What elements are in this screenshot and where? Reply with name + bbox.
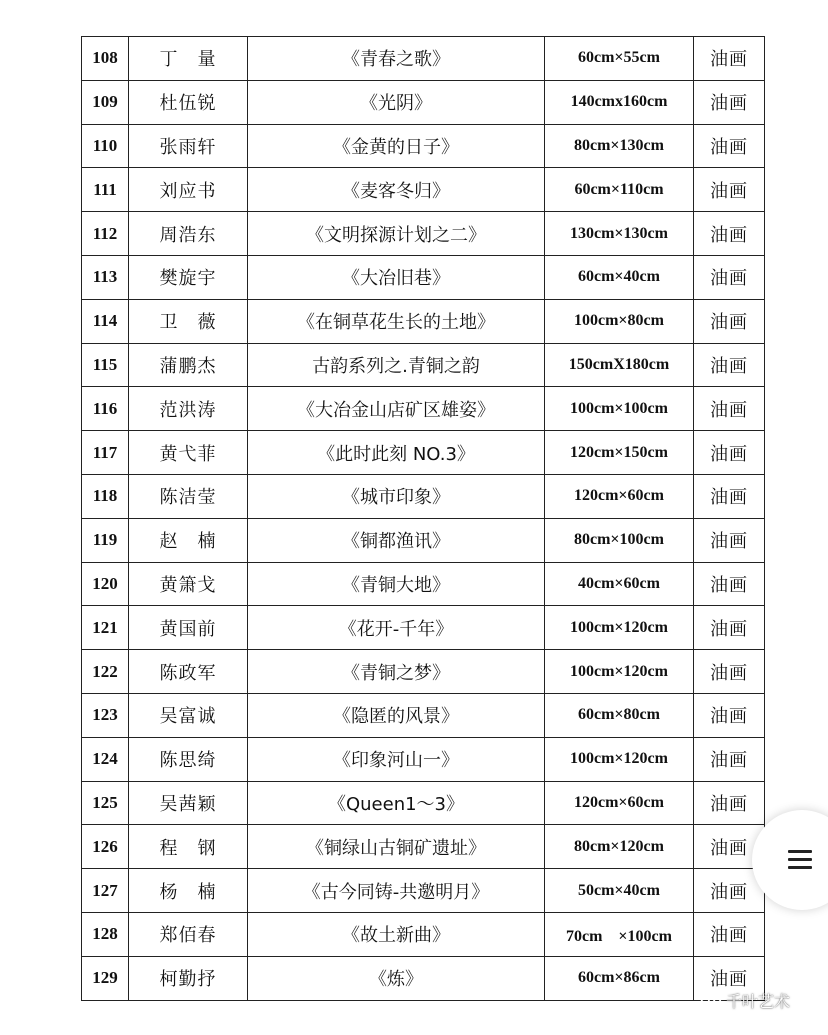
artwork-size: 100cm×80cm [545,299,694,343]
artwork-title: 《故土新曲》 [248,912,545,956]
artwork-title: 《青铜之梦》 [248,650,545,694]
artwork-title: 《大冶旧巷》 [248,255,545,299]
row-number: 114 [82,299,129,343]
artist-name: 陈洁莹 [129,474,248,518]
table-row [82,781,765,825]
row-number: 118 [82,474,129,518]
artist-name: 陈思绮 [129,737,248,781]
artwork-title: 《城市印象》 [248,474,545,518]
table-row [82,168,765,212]
table-row [82,606,765,650]
artwork-size: 120cm×60cm [545,474,694,518]
artwork-medium: 油画 [694,387,765,431]
artwork-title: 《大冶金山店矿区雄姿》 [248,387,545,431]
artwork-title: 《光阴》 [248,80,545,124]
artwork-title: 《Queen1～3》 [248,781,545,825]
artist-name: 蒲鹏杰 [129,343,248,387]
row-number: 115 [82,343,129,387]
artwork-size: 40cm×60cm [545,562,694,606]
artwork-size: 140cmx160cm [545,80,694,124]
row-number: 128 [82,912,129,956]
wechat-icon [700,991,722,1009]
artwork-medium: 油画 [694,212,765,256]
artwork-title: 《印象河山一》 [248,737,545,781]
row-number: 121 [82,606,129,650]
artwork-table [81,36,765,1001]
row-number: 108 [82,37,129,81]
row-number: 110 [82,124,129,168]
artwork-size: 150cmX180cm [545,343,694,387]
artwork-medium: 油画 [694,431,765,475]
artist-name: 赵 楠 [129,518,248,562]
table-row [82,737,765,781]
artwork-title: 《此时此刻 NO.3》 [248,431,545,475]
artist-name: 黄箫戈 [129,562,248,606]
artwork-medium: 油画 [694,912,765,956]
watermark-text: 千叶艺术 [726,991,791,1011]
artwork-medium: 油画 [694,869,765,913]
row-number: 123 [82,693,129,737]
artwork-medium: 油画 [694,518,765,562]
artwork-size: 60cm×40cm [545,255,694,299]
table-row [82,343,765,387]
artwork-medium: 油画 [694,825,765,869]
artist-name: 范洪涛 [129,387,248,431]
artwork-size: 100cm×120cm [545,737,694,781]
table-row [82,650,765,694]
artist-name: 黄弋菲 [129,431,248,475]
table-row [82,299,765,343]
row-number: 119 [82,518,129,562]
table-row [82,212,765,256]
row-number: 116 [82,387,129,431]
artwork-size: 130cm×130cm [545,212,694,256]
artist-name: 吴茜颖 [129,781,248,825]
artwork-size: 60cm×80cm [545,693,694,737]
artwork-title: 《青春之歌》 [248,37,545,81]
table-row [82,387,765,431]
table-row [82,956,765,1000]
artwork-title: 《隐匿的风景》 [248,693,545,737]
table-row [82,693,765,737]
artwork-title: 《金黄的日子》 [248,124,545,168]
artist-name: 柯勤抒 [129,956,248,1000]
artwork-size: 100cm×120cm [545,606,694,650]
watermark [700,988,820,1012]
artwork-list-sheet [81,36,759,1004]
artwork-medium: 油画 [694,37,765,81]
artwork-title: 古韵系列之.青铜之韵 [248,343,545,387]
artist-name: 刘应书 [129,168,248,212]
row-number: 127 [82,869,129,913]
artwork-size: 80cm×120cm [545,825,694,869]
artist-name: 郑佰春 [129,912,248,956]
menu-icon [788,850,812,870]
artwork-size: 60cm×110cm [545,168,694,212]
artwork-size: 80cm×130cm [545,124,694,168]
table-row [82,80,765,124]
artist-name: 杜伍锐 [129,80,248,124]
artwork-size: 50cm×40cm [545,869,694,913]
row-number: 109 [82,80,129,124]
table-row [82,869,765,913]
row-number: 125 [82,781,129,825]
artist-name: 周浩东 [129,212,248,256]
artwork-medium: 油画 [694,562,765,606]
table-row [82,431,765,475]
artwork-title: 《花开-千年》 [248,606,545,650]
artwork-medium: 油画 [694,255,765,299]
artwork-medium: 油画 [694,80,765,124]
artwork-medium: 油画 [694,343,765,387]
artwork-medium: 油画 [694,299,765,343]
artwork-medium: 油画 [694,474,765,518]
artwork-medium: 油画 [694,168,765,212]
artist-name: 黄国前 [129,606,248,650]
artwork-title: 《炼》 [248,956,545,1000]
artwork-title: 《铜都渔讯》 [248,518,545,562]
table-row [82,912,765,956]
artwork-size: 60cm×86cm [545,956,694,1000]
table-row [82,518,765,562]
artwork-size: 80cm×100cm [545,518,694,562]
artwork-medium: 油画 [694,606,765,650]
artist-name: 卫 薇 [129,299,248,343]
artwork-medium: 油画 [694,737,765,781]
artwork-title: 《文明探源计划之二》 [248,212,545,256]
artist-name: 丁 量 [129,37,248,81]
artwork-title: 《麦客冬归》 [248,168,545,212]
table-row [82,124,765,168]
artwork-size: 100cm×100cm [545,387,694,431]
row-number: 129 [82,956,129,1000]
artwork-medium: 油画 [694,781,765,825]
artwork-medium: 油画 [694,693,765,737]
table-row [82,474,765,518]
row-number: 117 [82,431,129,475]
artwork-size: 60cm×55cm [545,37,694,81]
artwork-title: 《铜绿山古铜矿遗址》 [248,825,545,869]
row-number: 120 [82,562,129,606]
artist-name: 张雨轩 [129,124,248,168]
artwork-medium: 油画 [694,124,765,168]
artwork-title: 《古今同铸-共邀明月》 [248,869,545,913]
table-row [82,562,765,606]
table-row [82,37,765,81]
table-row [82,255,765,299]
artist-name: 吴富诚 [129,693,248,737]
row-number: 126 [82,825,129,869]
row-number: 112 [82,212,129,256]
artwork-table-body [82,37,765,1001]
table-row [82,825,765,869]
artwork-medium: 油画 [694,650,765,694]
row-number: 113 [82,255,129,299]
artwork-size: 70cm ×100cm [545,912,694,956]
row-number: 111 [82,168,129,212]
row-number: 122 [82,650,129,694]
artist-name: 陈政军 [129,650,248,694]
artwork-size: 120cm×150cm [545,431,694,475]
artwork-title: 《在铜草花生长的土地》 [248,299,545,343]
artwork-size: 120cm×60cm [545,781,694,825]
row-number: 124 [82,737,129,781]
artwork-medium: 油画 [694,956,765,1000]
artist-name: 樊旋宇 [129,255,248,299]
artwork-size: 100cm×120cm [545,650,694,694]
artist-name: 杨 楠 [129,869,248,913]
artist-name: 程 钢 [129,825,248,869]
artwork-title: 《青铜大地》 [248,562,545,606]
